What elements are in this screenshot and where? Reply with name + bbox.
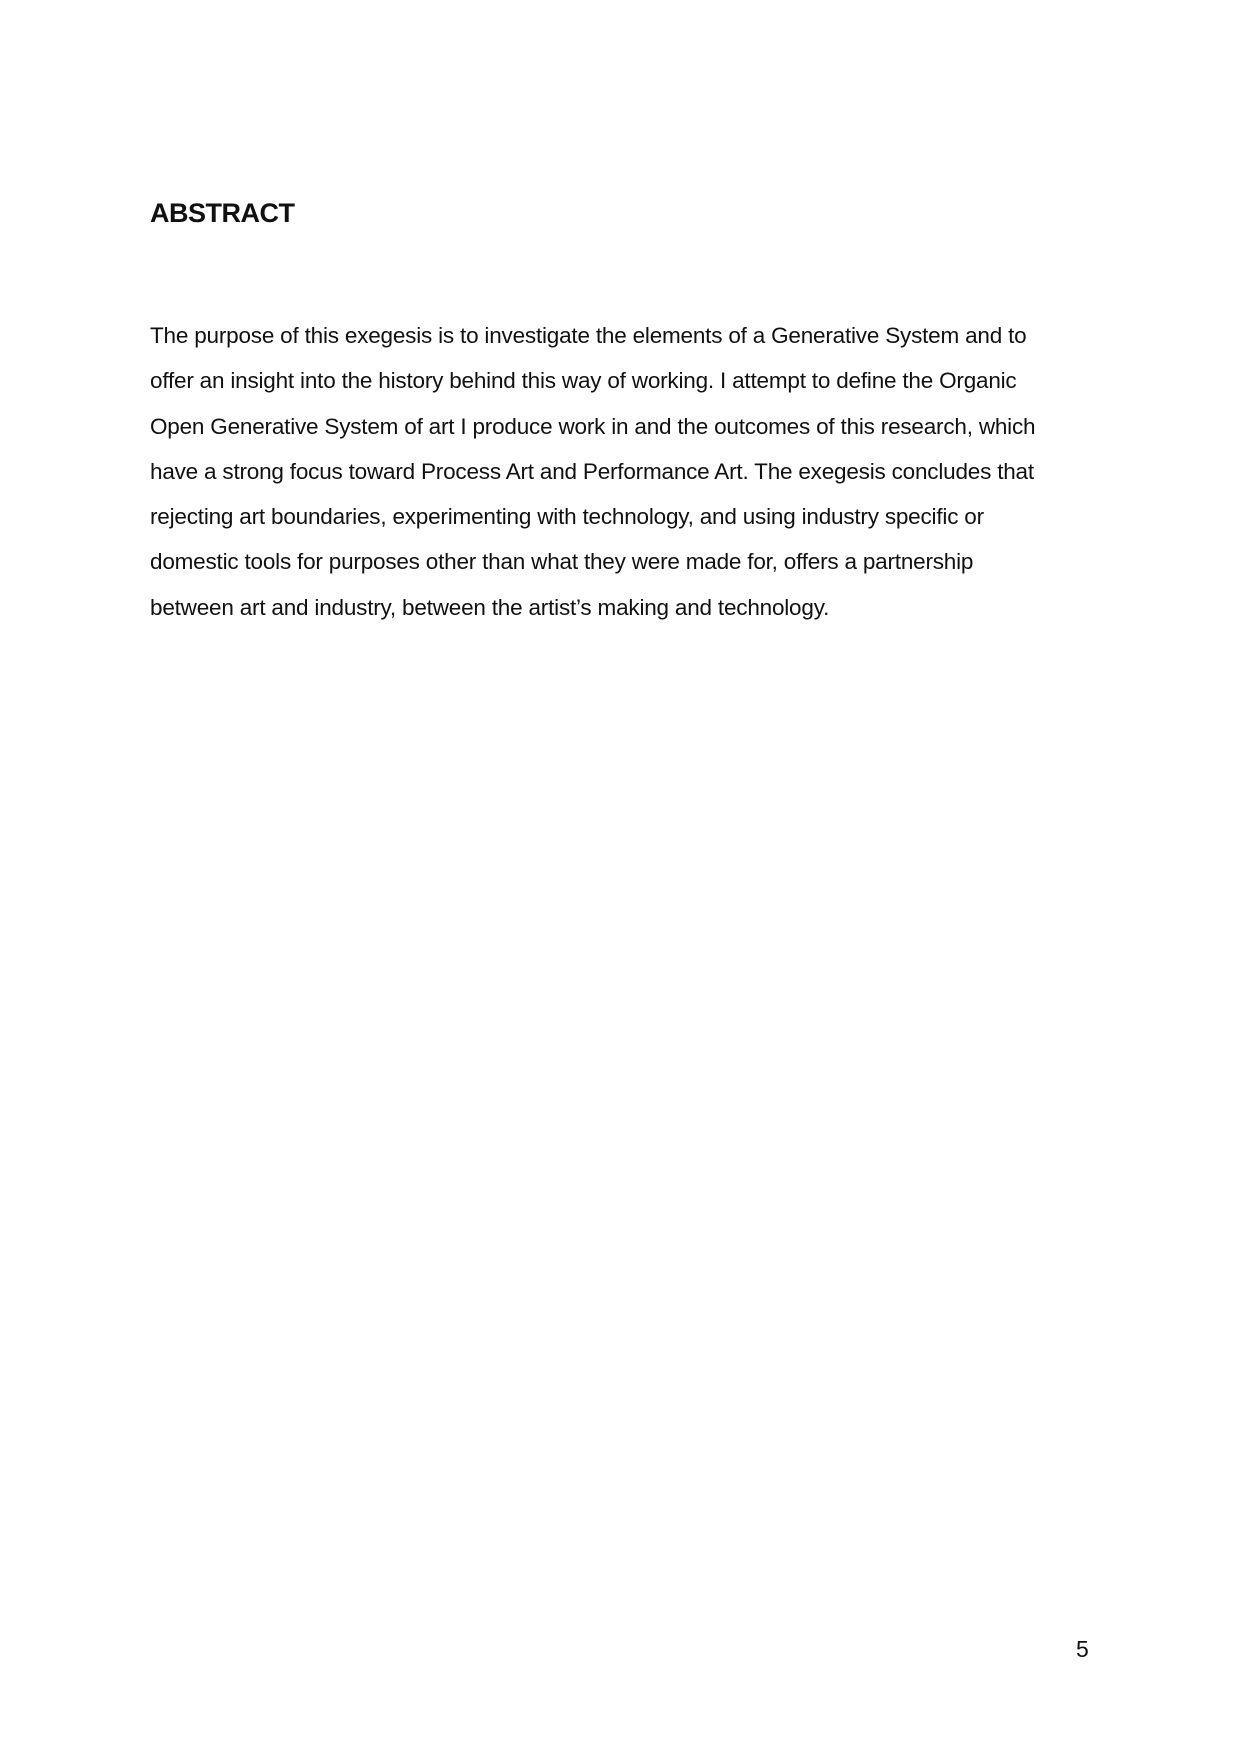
abstract-line: have a strong focus toward Process Art and Performance Art. The exegesis concludes that [150, 458, 1034, 484]
page-title: ABSTRACT [150, 198, 295, 228]
abstract-line: domestic tools for purposes other than what they were made for, offers a partnership [150, 549, 974, 575]
abstract-line: offer an insight into the history behind this way of working. I attempt to define the Organic [150, 368, 1017, 394]
abstract-line: between art and industry, between the artist’s making and technology. [150, 594, 830, 620]
page-number: 5 [1076, 1636, 1089, 1662]
abstract-line: The purpose of this exegesis is to investigate the elements of a Generative System and to [150, 323, 1027, 348]
abstract-paragraph [150, 313, 1090, 630]
abstract-line: Open Generative System of art I produce work in and the outcomes of this research, which [150, 413, 1036, 439]
abstract-line: rejecting art boundaries, experimenting with technology, and using industry specific or [150, 504, 984, 530]
